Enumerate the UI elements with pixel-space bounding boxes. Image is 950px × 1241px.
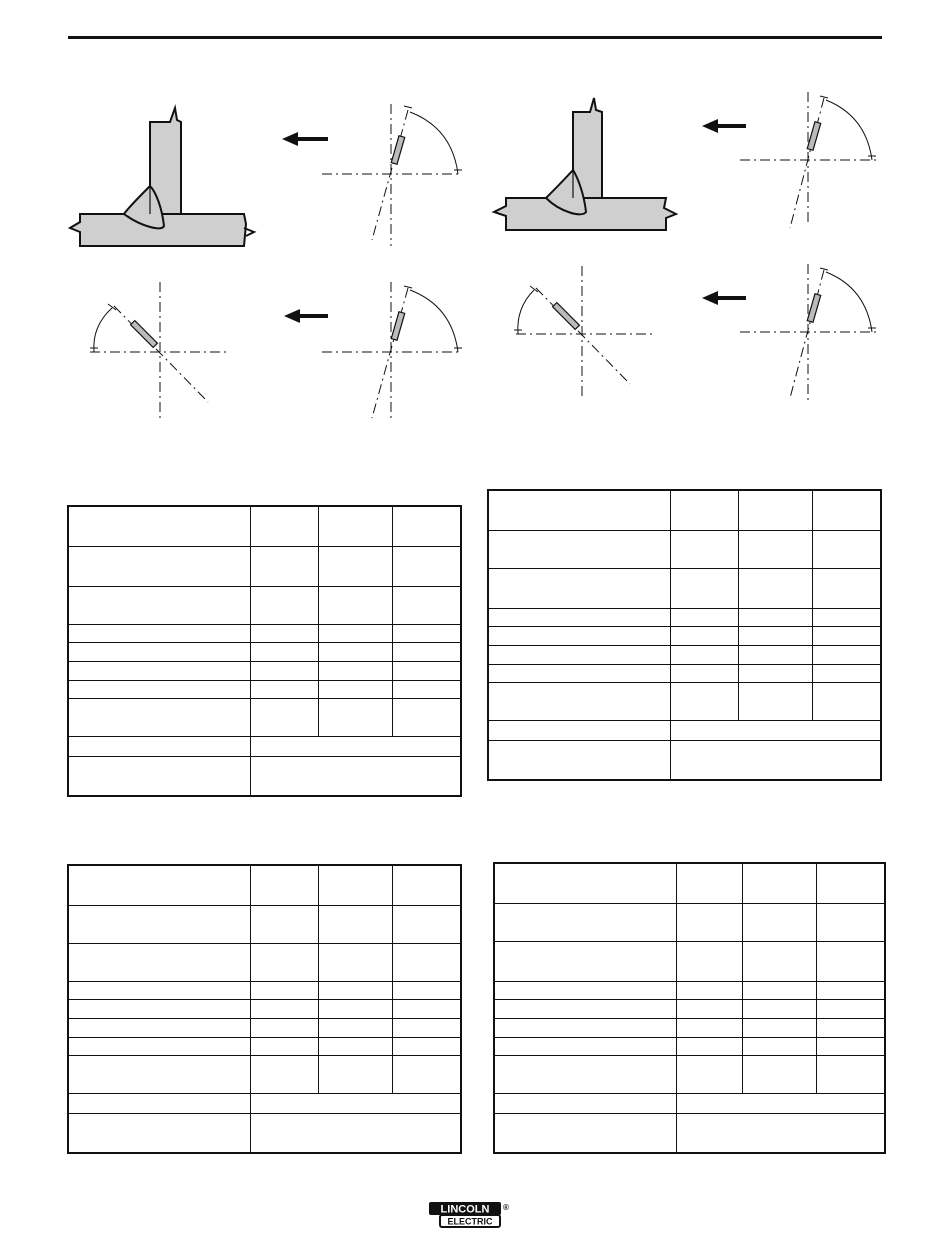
settings-table-1 (67, 505, 462, 797)
logo-bottom-text: ELECTRIC (447, 1216, 493, 1227)
settings-table-4 (493, 862, 886, 1154)
lincoln-electric-logo (428, 1201, 512, 1229)
travel-arrow-icon (282, 132, 328, 146)
angle-diagram-mid-right-a (514, 266, 652, 400)
angle-diagram-mid-left-a (90, 282, 230, 420)
registered-mark: ® (503, 1203, 509, 1212)
travel-arrow-icon (702, 291, 746, 305)
angle-diagram-mid-left-b (322, 282, 462, 420)
travel-arrow-icon (284, 309, 328, 323)
tee-joint-left (70, 108, 254, 246)
tee-joint-right (494, 98, 676, 230)
settings-table-2 (487, 489, 882, 781)
angle-diagram-top-right (740, 92, 876, 228)
angle-diagram-mid-right-b (740, 264, 876, 400)
angle-diagram-top-left (322, 104, 462, 246)
travel-arrow-icon (702, 119, 746, 133)
settings-table-3 (67, 864, 462, 1154)
logo-top-text: LINCOLN (440, 1203, 490, 1216)
